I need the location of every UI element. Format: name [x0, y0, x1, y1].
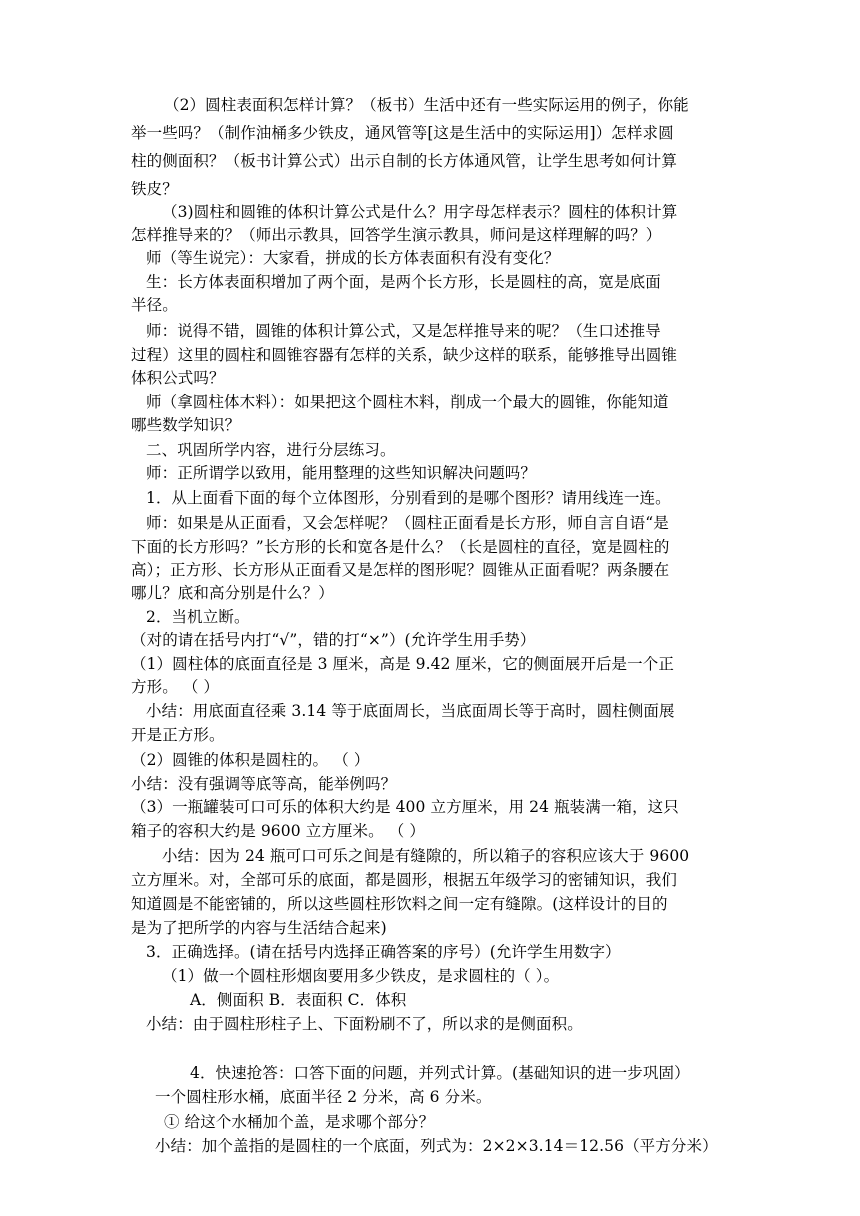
text-line: 半径。: [131, 296, 178, 314]
question-line: （1）做一个圆柱形烟囱要用多少铁皮，是求圆柱的（ ）。: [162, 967, 560, 985]
question-line: （2）圆锥的体积是圆柱的。 （ ）: [131, 751, 370, 769]
question-line: 箱子的容积大约是 9600 立方厘米。 （ ）: [131, 822, 425, 840]
text-line: （3)圆柱和圆锥的体积计算公式是什么？用字母怎样表示？圆柱的体积计算: [162, 203, 678, 221]
text-line: 师（等生说完）：大家看，拼成的长方体表面积有没有变化？: [146, 249, 560, 267]
text-line: 师：正所谓学以致用，能用整理的这些知识解决问题吗？: [146, 464, 537, 482]
text-line: 高）；正方形、长方形从正面看又是怎样的图形呢？圆锥从正面看呢？两条腰在: [131, 561, 670, 579]
question-line: 方形。 （ ）: [131, 678, 220, 696]
summary-line: 立方厘米。对，全部可乐的底面，都是圆形，根据五年级学习的密铺知识，我们: [131, 871, 678, 889]
text-line: 铁皮？: [131, 180, 178, 198]
text-line: 师：如果是从正面看，又会怎样呢？（圆柱正面看是长方形，师自言自语“是: [146, 514, 669, 532]
text-line: 柱的侧面积？（板书计算公式）出示自制的长方体通风管，让学生思考如何计算: [131, 152, 678, 170]
question-line: （3）一瓶罐装可口可乐的体积大约是 400 立方厘米，用 24 瓶装满一箱，这只: [131, 798, 679, 816]
section-heading: 二、巩固所学内容，进行分层练习。: [146, 441, 396, 459]
summary-line: 小结：用底面直径乘 3.14 等于底面周长，当底面周长等于高时，圆柱侧面展: [146, 702, 675, 720]
text-line: 举一些吗？（制作油桶多少铁皮，通风管等[这是生活中的实际运用]）怎样求圆: [131, 124, 674, 142]
text-line: 体积公式吗？: [131, 369, 225, 387]
question-line: 一个圆柱形水桶，底面半径 2 分米，高 6 分米。: [155, 1088, 492, 1106]
summary-line: 小结：因为 24 瓶可口可乐之间是有缝隙的，所以箱子的容积应该大于 9600: [162, 847, 690, 865]
summary-line: 小结：加个盖指的是圆柱的一个底面，列式为：2×2×3.14＝12.56（平方分米）: [155, 1137, 718, 1155]
text-line: 下面的长方形吗？”长方形的长和宽各是什么？（长是圆柱的直径，宽是圆柱的: [131, 538, 670, 556]
exercise-heading: 1．从上面看下面的每个立体图形，分别看到的是哪个图形？请用线连一连。: [146, 489, 671, 507]
exercise-heading: 3．正确选择。(请在括号内选择正确答案的序号）(允许学生用数字）: [146, 943, 621, 961]
summary-line: 小结：没有强调等底等高，能举例吗？: [131, 775, 397, 793]
summary-line: 小结：由于圆柱形柱子上、下面粉刷不了，所以求的是侧面积。: [146, 1015, 583, 1033]
text-line: （2）圆柱表面积怎样计算？（板书）生活中还有一些实际运用的例子，你能: [164, 96, 689, 114]
summary-line: 是为了把所学的内容与生活结合起来): [131, 919, 387, 937]
text-line: 哪些数学知识？: [131, 416, 241, 434]
question-line: （1）圆柱体的底面直径是 3 厘米，高是 9.42 厘米，它的侧面展开后是一个正: [131, 655, 674, 673]
text-line: 过程）这里的圆柱和圆锥容器有怎样的关系，缺少这样的联系，能够推导出圆锥: [131, 346, 678, 364]
text-line: 哪儿？底和高分别是什么？）: [131, 584, 334, 602]
text-line: 生：长方体表面积增加了两个面，是两个长方形，长是圆柱的高，宽是底面: [146, 273, 661, 291]
summary-line: 知道圆是不能密铺的，所以这些圆柱形饮料之间一定有缝隙。(这样设计的目的: [131, 895, 668, 913]
text-line: 怎样推导来的？（师出示教具，回答学生演示教具，师问是这样理解的吗？）: [131, 226, 662, 244]
exercise-heading: 4．快速抢答：口答下面的问题，并列式计算。(基础知识的进一步巩固）: [190, 1064, 690, 1082]
answer-options: A．侧面积 B．表面积 C．体积: [190, 991, 407, 1009]
question-line: ① 给这个水桶加个盖，是求哪个部分？: [164, 1113, 435, 1131]
exercise-heading: 2．当机立断。: [146, 608, 250, 626]
summary-line: 开是正方形。: [131, 726, 225, 744]
text-line: 师（拿圆柱体木料）：如果把这个圆柱木料，削成一个最大的圆锥，你能知道: [146, 393, 669, 411]
text-line: （对的请在括号内打“√”，错的打“×”）(允许学生用手势）: [131, 631, 536, 649]
text-line: 师：说得不错，圆锥的体积计算公式，又是怎样推导来的呢？（生口述推导: [146, 322, 661, 340]
